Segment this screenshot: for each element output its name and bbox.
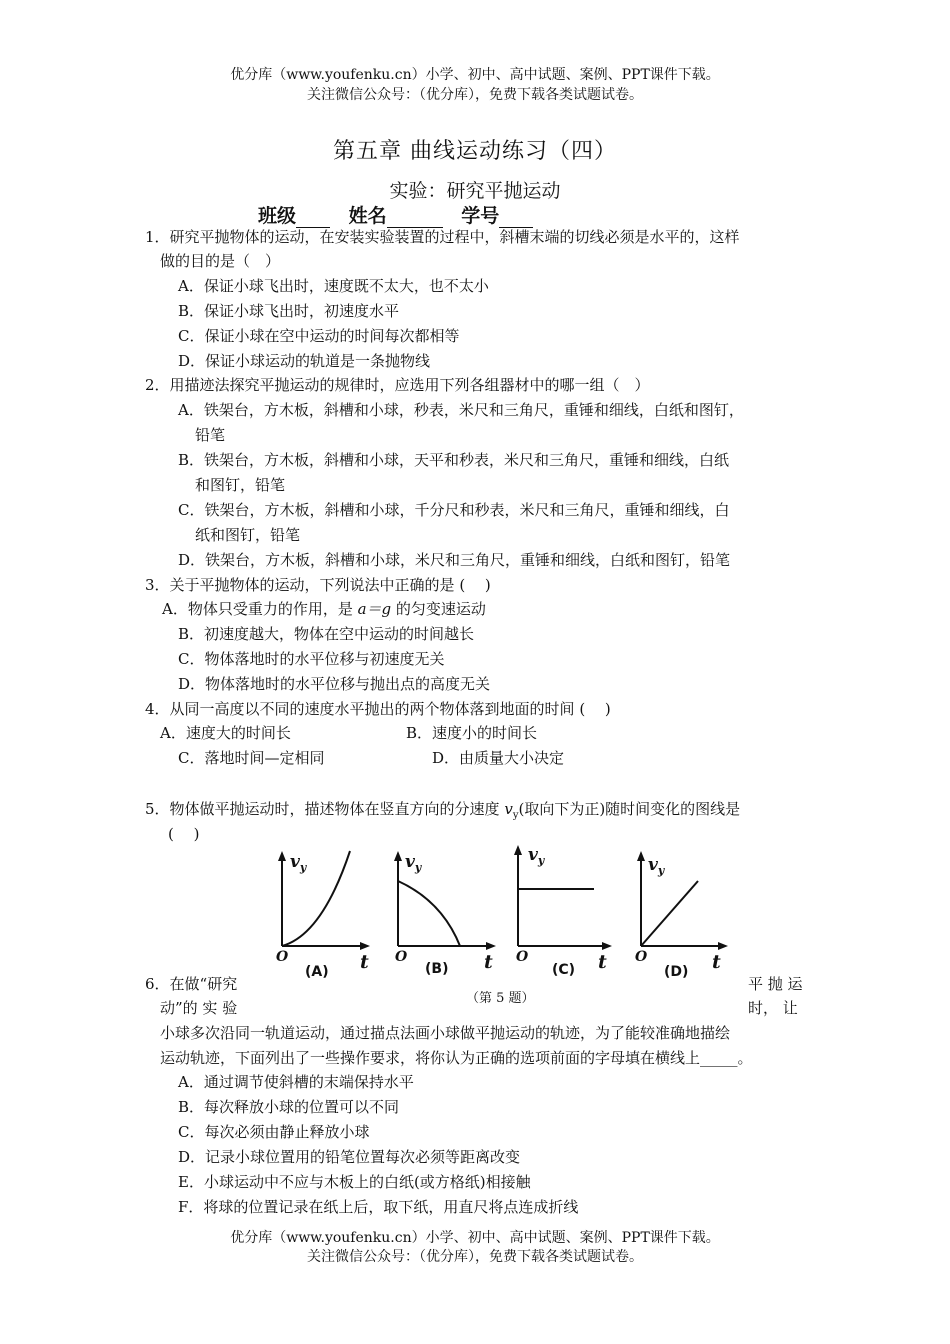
graph-b-origin: O bbox=[395, 949, 408, 965]
footer-line-1: 优分库（www.youfenku.cn）小学、初中、高中试题、案例、PPT课件下载。 bbox=[230, 1230, 720, 1246]
q2-option-b-1: B．铁架台，方木板，斜槽和小球，天平和秒表，米尺和三角尺，重锤和细线，白纸 bbox=[178, 451, 730, 469]
graph-c bbox=[518, 853, 604, 946]
q3-formula: a＝g bbox=[357, 600, 392, 618]
q4-option-c: C．落地时间—定相同 bbox=[178, 749, 325, 767]
graph-b bbox=[398, 859, 488, 946]
q3-option-c: C．物体落地时的水平位移与初速度无关 bbox=[178, 650, 445, 668]
graph-a-origin: O bbox=[276, 949, 289, 965]
q6-line-1-right: 平 抛 运 bbox=[748, 975, 803, 993]
q4-option-a: A．速度大的时间长 bbox=[160, 724, 291, 742]
q6-option-f: F．将球的位置记录在纸上后，取下纸，用直尺将点连成折线 bbox=[178, 1198, 579, 1216]
graph-c-origin: O bbox=[516, 949, 529, 965]
q4-stem: 4．从同一高度以不同的速度水平抛出的两个物体落到地面的时间 ( ) bbox=[145, 700, 611, 718]
q5-stem-post: (取向下为正)随时间变化的图线是 bbox=[518, 800, 741, 818]
q3-option-a bbox=[162, 598, 486, 620]
q3-option-b: B．初速度越大，物体在空中运动的时间越长 bbox=[178, 625, 475, 643]
q4-option-d: D．由质量大小决定 bbox=[432, 749, 565, 767]
q1-stem-2: 做的目的是（ ） bbox=[160, 252, 281, 270]
q6-line-3: 小球多次沿同一轨道运动，通过描点法画小球做平抛运动的轨迹，为了能较准确地描绘 bbox=[160, 1024, 731, 1042]
q2-option-a-2: 铅笔 bbox=[195, 426, 226, 444]
q2-option-a-1: A．铁架台，方木板，斜槽和小球，秒表，米尺和三角尺，重锤和细线，白纸和图钉， bbox=[178, 401, 744, 419]
graph-a-axis-t: t bbox=[360, 951, 369, 973]
q2-stem: 2．用描迹法探究平抛运动的规律时，应选用下列各组器材中的哪一组（ ） bbox=[145, 376, 650, 394]
graph-d-axis-y: $v_y$ bbox=[648, 855, 665, 877]
q6-line-2-right: 时， 让 bbox=[748, 999, 798, 1017]
student-info bbox=[258, 201, 545, 228]
q6-option-c: C．每次必须由静止释放小球 bbox=[178, 1123, 370, 1141]
q5-stem-pre: 5．物体做平抛运动时，描述物体在竖直方向的分速度 bbox=[145, 800, 505, 818]
graph-arrows bbox=[278, 845, 728, 950]
q3-option-a-post: 的匀变速运动 bbox=[391, 600, 486, 618]
q1-option-d: D．保证小球运动的轨道是一条抛物线 bbox=[178, 352, 431, 370]
graph-a-axis-y: $v_y$ bbox=[290, 852, 307, 874]
footer-line-2: 关注微信公众号：（优分库），免费下载各类试题试卷。 bbox=[307, 1249, 643, 1265]
header-line-1: 优分库（www.youfenku.cn）小学、初中、高中试题、案例、PPT课件下载。 bbox=[230, 67, 720, 83]
graph-c-axis-t: t bbox=[598, 951, 607, 973]
q5-stem bbox=[145, 798, 740, 827]
vy-t-graphs bbox=[262, 843, 732, 988]
graph-c-label: (C) bbox=[552, 962, 576, 978]
graph-a-label: (A) bbox=[305, 964, 329, 980]
q3-option-a-pre: A．物体只受重力的作用，是 bbox=[162, 600, 358, 618]
q6-option-e: E．小球运动中不应与木板上的白纸(或方格纸)相接触 bbox=[178, 1173, 531, 1191]
q1-option-c: C．保证小球在空中运动的时间每次都相等 bbox=[178, 327, 460, 345]
q2-option-d: D．铁架台，方木板，斜槽和小球，米尺和三角尺，重锤和细线，白纸和图钉，铅笔 bbox=[178, 551, 731, 569]
graph-c-axis-y: $v_y$ bbox=[528, 845, 545, 867]
q3-stem: 3．关于平抛物体的运动，下列说法中正确的是 ( ) bbox=[145, 576, 491, 594]
header-line-2: 关注微信公众号：（优分库），免费下载各类试题试卷。 bbox=[307, 87, 643, 103]
q5-answer-paren: ( ) bbox=[168, 825, 200, 843]
graph-d-axis-t: t bbox=[712, 951, 721, 973]
graph-d-label: (D) bbox=[664, 964, 689, 980]
q5-var-sub: y bbox=[512, 810, 519, 821]
q1-stem-1: 1．研究平抛物体的运动，在安装实验装置的过程中，斜槽末端的切线必须是水平的，这样 bbox=[145, 228, 740, 246]
q5-var: v bbox=[504, 800, 513, 818]
q1-option-a: A．保证小球飞出时，速度既不太大，也不太小 bbox=[178, 277, 489, 295]
q2-option-c-2: 纸和图钉，铅笔 bbox=[195, 526, 301, 544]
q2-option-b-2: 和图钉，铅笔 bbox=[195, 476, 286, 494]
q6-line-4: 运动轨迹，下面列出了一些操作要求，将你认为正确的选项前面的字母填在横线上_____。 bbox=[160, 1049, 753, 1067]
q2-option-c-1: C．铁架台，方木板，斜槽和小球，千分尺和秒表，米尺和三角尺，重锤和细线，白 bbox=[178, 501, 730, 519]
page-title: 第五章 曲线运动练习（四） bbox=[333, 139, 617, 164]
q6-option-d: D．记录小球位置用的铅笔位置每次必须等距离改变 bbox=[178, 1148, 521, 1166]
class-label: 班级 bbox=[258, 205, 297, 227]
q4-option-b: B．速度小的时间长 bbox=[406, 724, 538, 742]
q6-line-1-left: 6．在做“研究 bbox=[145, 975, 238, 993]
graph-b-axis-t: t bbox=[484, 951, 493, 973]
name-label: 姓名 bbox=[348, 205, 387, 227]
id-label: 学号 bbox=[461, 205, 500, 227]
q6-line-2-left: 动”的 实 验 bbox=[160, 999, 238, 1017]
q3-option-d: D．物体落地时的水平位移与抛出点的高度无关 bbox=[178, 675, 491, 693]
q1-option-b: B．保证小球飞出时，初速度水平 bbox=[178, 302, 400, 320]
q6-option-a: A．通过调节使斜槽的末端保持水平 bbox=[178, 1073, 414, 1091]
graph-b-label: (B) bbox=[425, 961, 449, 977]
graph-b-axis-y: $v_y$ bbox=[405, 852, 422, 874]
q6-option-b: B．每次释放小球的位置可以不同 bbox=[178, 1098, 400, 1116]
page-subtitle: 实验：研究平抛运动 bbox=[389, 180, 561, 202]
graph-d-origin: O bbox=[635, 949, 648, 965]
q5-caption: （第 5 题） bbox=[466, 991, 535, 1006]
